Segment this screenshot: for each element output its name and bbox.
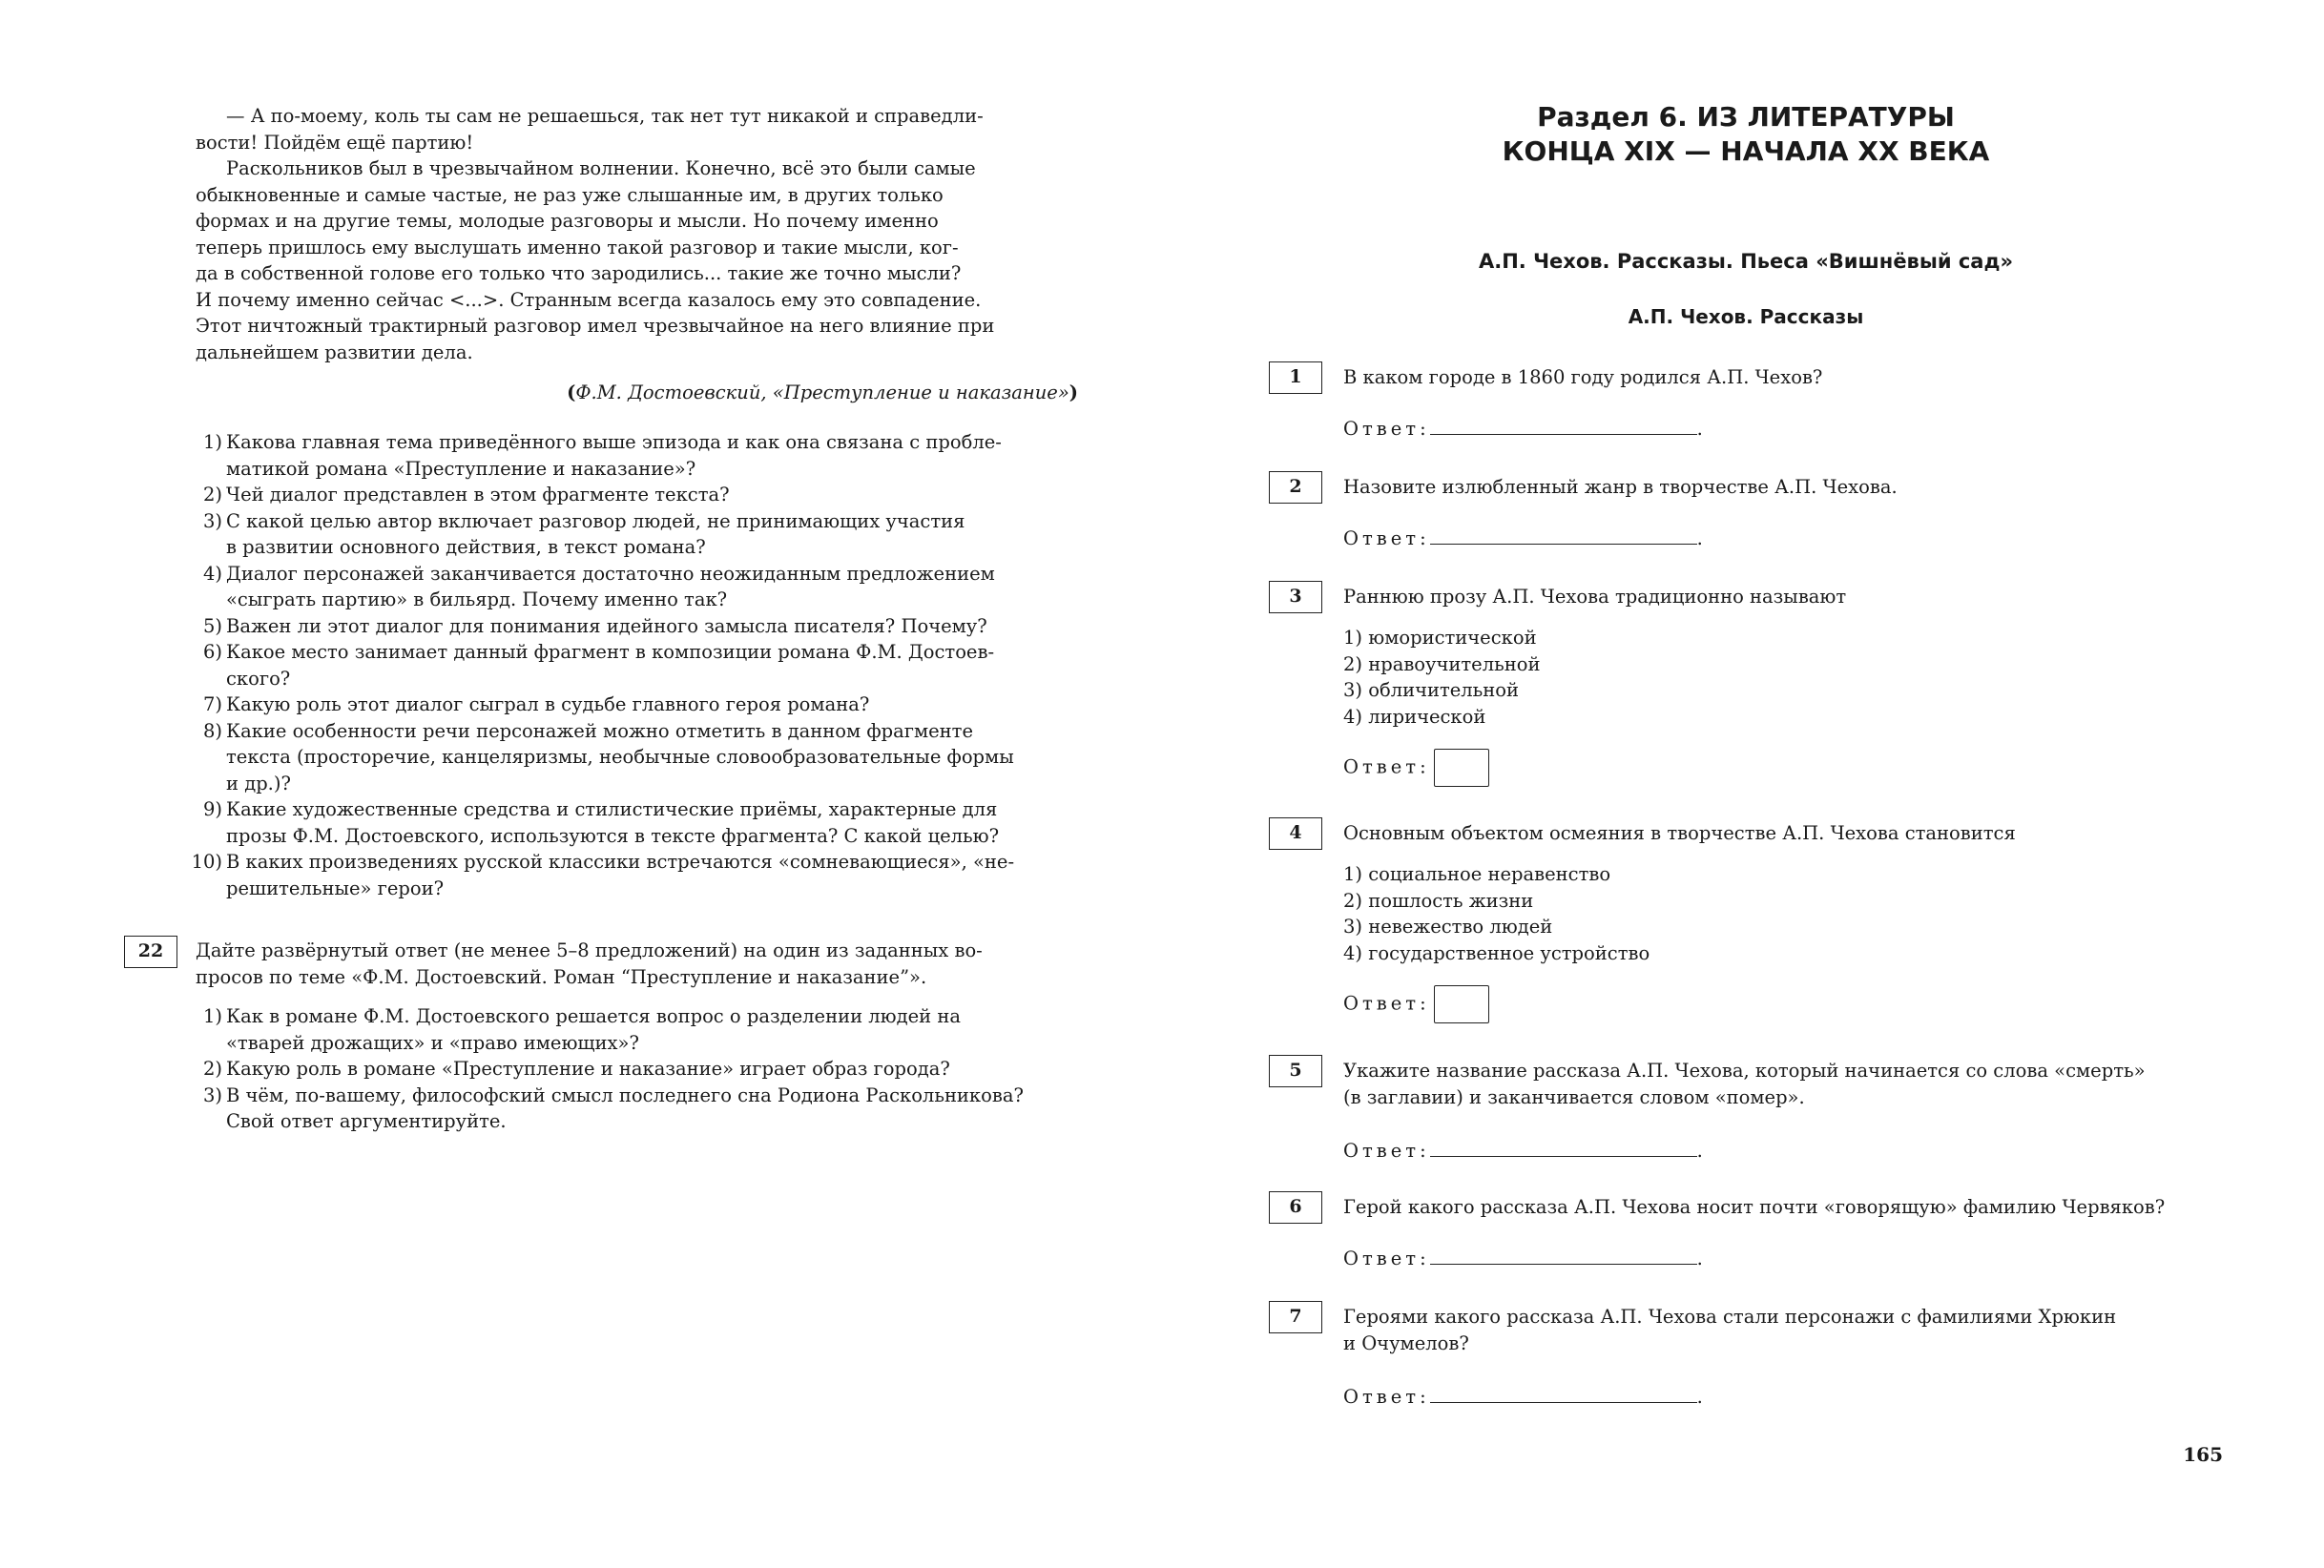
item-number: 7) [202, 693, 222, 715]
text-line: да в собственной голове его только что зародились... такие же точно мысли? [196, 262, 962, 284]
item-number: 1) [202, 431, 222, 453]
list-item [196, 639, 1078, 691]
item-number: 9) [202, 798, 222, 820]
list-item [196, 691, 1078, 718]
text-line: просов по теме «Ф.М. Достоевский. Роман “Преступление и наказание”». [196, 965, 927, 988]
text-line: — А по-моему, коль ты сам не решаешься, так нет тут никакой и справедли- [226, 105, 984, 127]
option-item: 2) пошлость жизни [1343, 889, 1534, 912]
list-item [196, 1083, 1078, 1135]
page-number: 165 [2183, 1443, 2223, 1466]
task-number-box: 2 [1269, 471, 1322, 504]
text-line: Раскольников был в чрезвычайном волнении. Конечно, всё это были самые [226, 157, 976, 179]
task-text [1343, 474, 2223, 501]
list-item [196, 718, 1078, 797]
option-item: 3) обличительной [1343, 679, 1520, 701]
task-options [1343, 625, 1540, 730]
dialogue-paragraph [196, 103, 1078, 155]
option-item: 1) социальное неравенство [1343, 863, 1611, 885]
text-line: Чей диалог представлен в этом фрагменте текста? [226, 484, 730, 505]
text-line: Основным объектом осмеяния в творчестве А.П. Чехова становится [1343, 822, 2016, 844]
item-number: 4) [202, 562, 222, 585]
answer-period: . [1696, 1140, 1703, 1162]
text-line: «тварей дрожащих» и «право имеющих»? [226, 1031, 639, 1054]
item-number: 8) [202, 719, 222, 742]
text-line: обыкновенные и самые частые, не раз уже слышанные им, в других только [196, 183, 944, 206]
list-item [196, 429, 1078, 482]
task-number-box: 6 [1269, 1191, 1322, 1224]
answer-field[interactable] [1343, 525, 1703, 552]
answer-period: . [1696, 1248, 1703, 1269]
option-item: 3) невежество людей [1343, 916, 1553, 938]
task-number-box: 22 [124, 936, 177, 968]
answer-field[interactable] [1343, 415, 1703, 443]
answer-label: Ответ: [1343, 755, 1430, 778]
list-item [196, 482, 1078, 508]
subtitle: А.П. Чехов. Рассказы. Пьеса «Вишнёвый сад» [1478, 250, 2014, 273]
source-open-paren: ( [567, 382, 576, 403]
answer-label: Ответ: [1343, 1140, 1430, 1162]
task-number-box: 4 [1269, 817, 1322, 850]
answer-field[interactable] [1343, 749, 1489, 787]
task-number-box: 3 [1269, 581, 1322, 613]
answer-field[interactable] [1343, 985, 1489, 1023]
text-line: Дайте развёрнутый ответ (не менее 5–8 предложений) на один из заданных во- [196, 939, 983, 961]
option-item: 2) нравоучительной [1343, 652, 1541, 675]
item-number: 2) [202, 1058, 222, 1080]
answer-box[interactable] [1434, 749, 1489, 787]
task-number-box: 5 [1269, 1055, 1322, 1087]
text-line: Важен ли этот диалог для понимания идейного замысла писателя? Почему? [226, 614, 987, 637]
answer-label: Ответ: [1343, 527, 1430, 549]
text-line: прозы Ф.М. Достоевского, используются в тексте фрагмента? С какой целью? [226, 824, 1000, 847]
text-line: И почему именно сейчас <...>. Странным всегда казалось ему это совпадение. [196, 288, 982, 311]
text-line: Героями какого рассказа А.П. Чехова стали персонажи с фамилиями Хрюкин [1343, 1306, 2117, 1328]
answer-field[interactable] [1343, 1245, 1703, 1272]
answer-period: . [1696, 418, 1703, 440]
task-text [1343, 1194, 2223, 1221]
item-number: 10) [191, 851, 222, 873]
answer-blank-line[interactable] [1430, 1383, 1697, 1403]
text-line: Диалог персонажей заканчивается достаточно неожиданным предложением [226, 562, 995, 585]
text-line: вости! Пойдём ещё партию! [196, 131, 474, 154]
text-line: Какую роль в романе «Преступление и наказание» играет образ города? [226, 1058, 950, 1080]
option-item: 1) юмористической [1343, 627, 1537, 649]
task-text [1343, 1304, 2223, 1356]
text-line: (в заглавии) и заканчивается словом «помер». [1343, 1085, 1805, 1108]
list-item [196, 613, 1078, 640]
task-options [1343, 861, 1650, 966]
answer-blank-line[interactable] [1430, 1245, 1697, 1265]
task-22-text [196, 938, 1078, 990]
source-citation [567, 380, 1078, 406]
answer-field[interactable] [1343, 1137, 1703, 1165]
text-line: В чём, по-вашему, философский смысл последнего сна Родиона Раскольникова? [226, 1083, 1024, 1106]
answer-label: Ответ: [1343, 992, 1430, 1015]
text-line: и др.)? [226, 772, 291, 794]
text-line: Этот ничтожный трактирный разговор имел чрезвычайное на него влияние при [196, 315, 995, 337]
task-number-box: 1 [1269, 361, 1322, 394]
answer-label: Ответ: [1343, 1386, 1430, 1408]
task-22-options [196, 1003, 1078, 1135]
text-line: Какие особенности речи персонажей можно отметить в данном фрагменте [226, 719, 973, 742]
text-line: «сыграть партию» в бильярд. Почему именно так? [226, 588, 728, 610]
answer-blank-line[interactable] [1430, 1137, 1697, 1157]
text-line: В каких произведениях русской классики встречаются «сомневающиеся», «не- [226, 851, 1015, 873]
text-line: Какие художественные средства и стилистические приёмы, характерные для [226, 798, 998, 820]
item-number: 3) [202, 1083, 222, 1106]
section-title-line: КОНЦА XIX — НАЧАЛА XX ВЕКА [1502, 135, 1990, 167]
text-line: Укажите название рассказа А.П. Чехова, который начинается со слова «смерть» [1343, 1060, 2146, 1082]
item-number: 5) [202, 614, 222, 637]
text-line: в развитии основного действия, в текст романа? [226, 536, 706, 558]
section-title-line: Раздел 6. ИЗ ЛИТЕРАТУРЫ [1537, 101, 1955, 133]
list-item [196, 561, 1078, 613]
task-number-box: 7 [1269, 1301, 1322, 1333]
list-item [191, 849, 1078, 901]
text-line: дальнейшем развитии дела. [196, 340, 473, 363]
text-line: Свой ответ аргументируйте. [226, 1110, 507, 1132]
text-line: формах и на другие темы, молодые разговоры и мысли. Но почему именно [196, 210, 939, 232]
task-text [1343, 1058, 2223, 1110]
text-line: ского? [226, 667, 291, 690]
answer-box[interactable] [1434, 985, 1489, 1023]
task-text [1343, 820, 2223, 847]
list-item [196, 508, 1078, 561]
source-close-paren: ) [1069, 382, 1078, 403]
answer-blank-line[interactable] [1430, 525, 1697, 545]
text-line: матикой романа «Преступление и наказание»? [226, 457, 696, 480]
answer-period: . [1696, 1386, 1703, 1408]
text-line: текста (просторечие, канцеляризмы, необычные словообразовательные формы [226, 746, 1014, 768]
text-line: Как в романе Ф.М. Достоевского решается вопрос о разделении людей на [226, 1005, 962, 1027]
text-line: Какое место занимает данный фрагмент в композиции романа Ф.М. Достоев- [226, 641, 995, 663]
text-line: теперь пришлось ему выслушать именно такой разговор и такие мысли, ког- [196, 236, 959, 258]
text-line: Какова главная тема приведённого выше эпизода и как она связана с пробле- [226, 431, 1002, 453]
item-number: 6) [202, 641, 222, 663]
subsubtitle: А.П. Чехов. Рассказы [1628, 305, 1864, 328]
source-text: Ф.М. Достоевский, «Преступление и наказание» [575, 382, 1069, 403]
text-line: Какую роль этот диалог сыграл в судьбе главного героя романа? [226, 693, 870, 715]
text-line: Раннюю прозу А.П. Чехова традиционно называют [1343, 586, 1847, 608]
answer-label: Ответ: [1343, 1248, 1430, 1269]
task-text [1343, 584, 2223, 610]
list-item [196, 1003, 1078, 1056]
list-item [196, 1056, 1078, 1083]
answer-period: . [1696, 527, 1703, 549]
item-number: 1) [202, 1005, 222, 1027]
answer-blank-line[interactable] [1430, 415, 1697, 435]
option-item: 4) лирической [1343, 705, 1486, 728]
text-line: решительные» герои? [226, 877, 445, 899]
section-title [1269, 100, 2223, 169]
task-text [1343, 364, 2223, 391]
item-number: 3) [202, 509, 222, 532]
left-page [137, 0, 1078, 1568]
list-item [196, 796, 1078, 849]
text-line: Герой какого рассказа А.П. Чехова носит почти «говорящую» фамилию Червяков? [1343, 1196, 2166, 1218]
text-line: С какой целью автор включает разговор людей, не принимающих участия [226, 509, 965, 532]
passage-paragraph [196, 155, 1078, 365]
right-page [1269, 0, 2223, 1568]
question-list [191, 429, 1078, 901]
answer-field[interactable] [1343, 1383, 1703, 1411]
text-line: В каком городе в 1860 году родился А.П. Чехов? [1343, 366, 1823, 388]
option-item: 4) государственное устройство [1343, 941, 1650, 964]
text-line: Назовите излюбленный жанр в творчестве А.П. Чехова. [1343, 476, 1898, 498]
answer-label: Ответ: [1343, 418, 1430, 440]
text-line: и Очумелов? [1343, 1331, 1469, 1354]
item-number: 2) [202, 484, 222, 505]
